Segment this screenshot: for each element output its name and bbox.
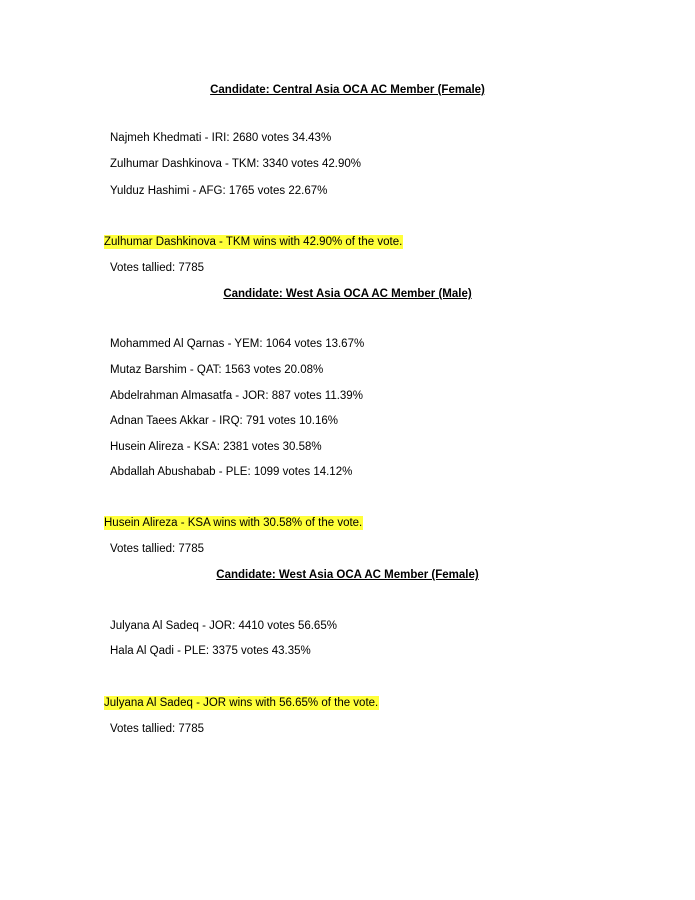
votes-tallied: Votes tallied: 7785: [110, 723, 204, 735]
candidate-line: Abdelrahman Almasatfa - JOR: 887 votes 11.39%: [110, 390, 363, 402]
candidate-line: Adnan Taees Akkar - IRQ: 791 votes 10.16%: [110, 415, 339, 427]
section-heading: Candidate: West Asia OCA AC Member (Female): [216, 569, 479, 581]
candidate-line: Yulduz Hashimi - AFG: 1765 votes 22.67%: [110, 185, 328, 197]
section-heading: Candidate: West Asia OCA AC Member (Male): [223, 288, 472, 300]
candidate-line: Hala Al Qadi - PLE: 3375 votes 43.35%: [110, 645, 311, 657]
section-heading: Candidate: Central Asia OCA AC Member (Female): [210, 84, 485, 96]
candidate-line: Abdallah Abushabab - PLE: 1099 votes 14.12%: [110, 466, 353, 478]
winner-line: Zulhumar Dashkinova - TKM wins with 42.90% of the vote.: [104, 236, 403, 248]
candidate-line: Husein Alireza - KSA: 2381 votes 30.58%: [110, 441, 322, 453]
candidate-line: Zulhumar Dashkinova - TKM: 3340 votes 42.90%: [110, 158, 361, 170]
winner-line: Julyana Al Sadeq - JOR wins with 56.65% of the vote.: [104, 697, 379, 709]
candidate-line: Mohammed Al Qarnas - YEM: 1064 votes 13.67%: [110, 338, 365, 350]
winner-line: Husein Alireza - KSA wins with 30.58% of the vote.: [104, 517, 363, 529]
candidate-line: Najmeh Khedmati - IRI: 2680 votes 34.43%: [110, 132, 332, 144]
votes-tallied: Votes tallied: 7785: [110, 543, 204, 555]
votes-tallied: Votes tallied: 7785: [110, 262, 204, 274]
candidate-line: Mutaz Barshim - QAT: 1563 votes 20.08%: [110, 364, 324, 376]
candidate-line: Julyana Al Sadeq - JOR: 4410 votes 56.65%: [110, 620, 337, 632]
